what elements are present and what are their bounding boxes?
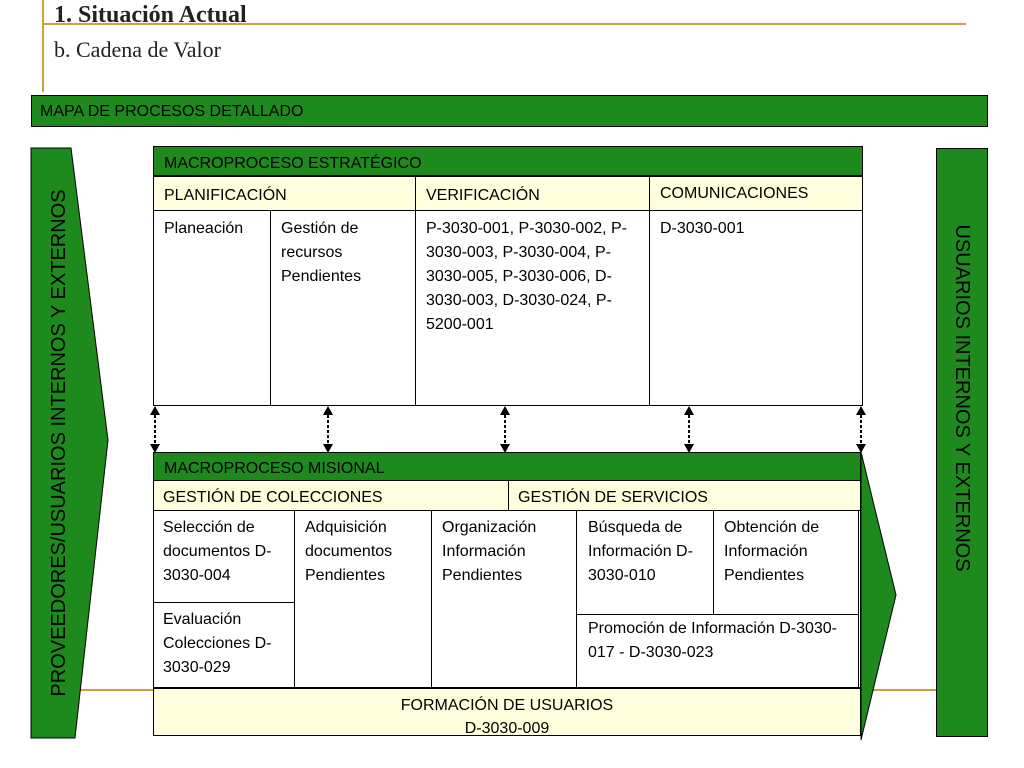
cell-evaluacion	[153, 602, 295, 688]
cell-text: Selección de documentos D-3030-004	[163, 519, 272, 584]
page-subtitle: b. Cadena de Valor	[54, 37, 221, 62]
cell-text: Adquisición documentos Pendientes	[305, 519, 393, 584]
arrow-up-head	[856, 406, 866, 415]
cell-text: Gestión de recursos Pendientes	[281, 220, 362, 285]
cell-text: Obtención de Información Pendientes	[724, 519, 820, 584]
header-label: VERIFICACIÓN	[426, 187, 540, 204]
cell-organizacion	[431, 510, 577, 688]
cell-obtencion	[713, 510, 859, 615]
cell-text: D-3030-001	[660, 220, 745, 237]
missional-header-servicios	[508, 480, 861, 511]
formacion-box	[153, 688, 861, 736]
formacion-line1: FORMACIÓN DE USUARIOS	[400, 697, 614, 714]
cell-text: Planeación	[164, 220, 244, 237]
side-left-label: PROVEEDORES/USUARIOS INTERNOS Y EXTERNOS	[48, 189, 70, 697]
arrow-up-head	[684, 406, 694, 415]
cell-text: Organización Información Pendientes	[442, 519, 537, 584]
formacion-line2: D-3030-009	[464, 720, 550, 737]
header-label: GESTIÓN DE SERVICIOS	[518, 489, 708, 506]
missional-title-bar	[153, 452, 861, 482]
header-label: COMUNICACIONES	[660, 185, 809, 202]
cell-adquisicion	[294, 510, 432, 688]
arrow-up-head	[500, 406, 510, 415]
header-label: GESTIÓN DE COLECCIONES	[163, 489, 383, 506]
cell-text: Búsqueda de Información D-3030-010	[588, 519, 693, 584]
page-title: 1. Situación Actual	[54, 2, 247, 28]
map-title: MAPA DE PROCESOS DETALLADO	[40, 103, 304, 120]
arrow-up-head	[150, 406, 160, 415]
side-right-label: USUARIOS INTERNOS Y EXTERNOS	[951, 224, 973, 572]
arrow-up-head	[323, 406, 333, 415]
cell-text: Evaluación Colecciones D-3030-029	[163, 611, 272, 676]
cell-seleccion	[153, 510, 295, 603]
missional-title: MACROPROCESO MISIONAL	[164, 460, 385, 477]
cell-text: P-3030-001, P-3030-002, P-3030-003, P-3030-004, P-3030-005, P-3030-006, D-3030-003, D-3030-024, P-5200-001	[426, 220, 628, 333]
strategic-title: MACROPROCESO ESTRATÉGICO	[164, 155, 422, 172]
header-label: PLANIFICACIÓN	[164, 187, 287, 204]
cell-busqueda	[576, 510, 714, 615]
cell-promocion	[576, 614, 859, 688]
missional-header-colecciones	[153, 480, 509, 511]
cell-text: Promoción de Información D-3030-017 - D-3030-023	[588, 620, 838, 661]
